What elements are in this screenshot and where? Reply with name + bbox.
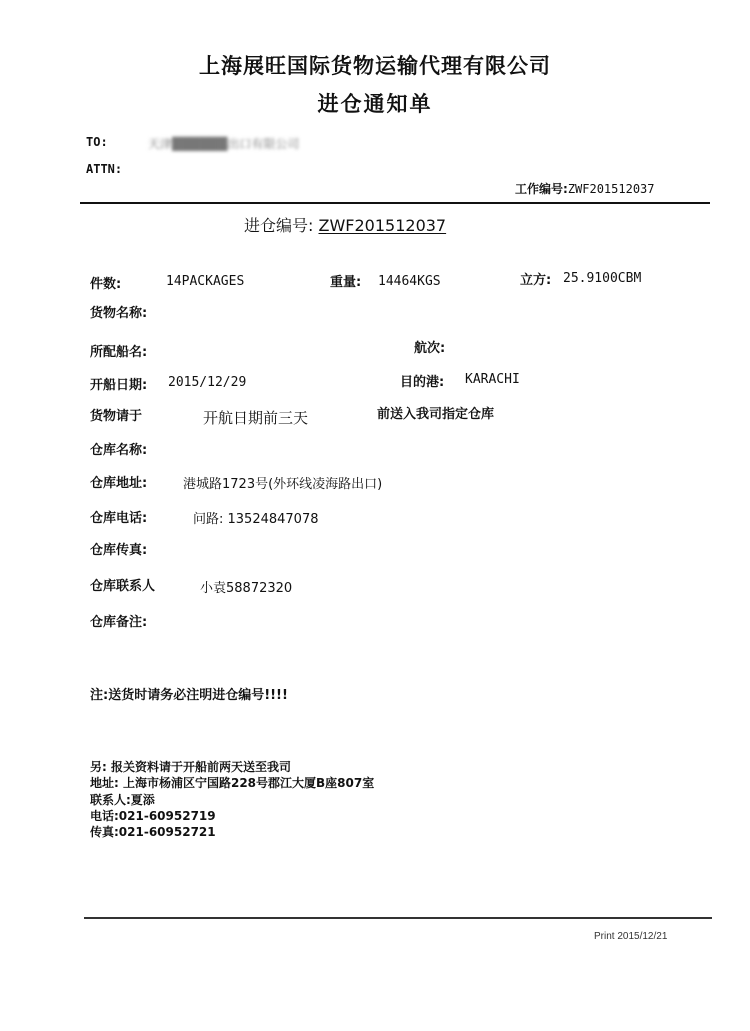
to-label: TO: (86, 135, 108, 149)
warehouse-phone-value: 问路: 13524847078 (193, 512, 319, 527)
footer-customs-docs: 另: 报关资料请于开船前两天送至我司 (90, 760, 291, 774)
footer-address: 地址: 上海市杨浦区宁国路228号郡江大厦B座807室 (90, 776, 375, 790)
etd-label: 开船日期: (90, 378, 148, 393)
pod-value: KARACHI (465, 372, 520, 387)
header-divider (80, 202, 710, 204)
document-title: 进仓通知单 (317, 92, 433, 116)
warehouse-contact-label: 仓库联系人 (90, 579, 156, 594)
weight-value: 14464KGS (378, 274, 441, 289)
warehouse-number-label: 进仓编号: (244, 216, 314, 235)
job-number-label: 工作编号: (515, 182, 568, 196)
volume-label: 立方: (520, 273, 552, 288)
warehouse-number (244, 213, 446, 236)
footer-divider (84, 917, 712, 919)
company-name: 上海展旺国际货物运输代理有限公司 (199, 54, 551, 78)
etd-value: 2015/12/29 (168, 375, 247, 390)
vessel-label: 所配船名: (90, 345, 148, 360)
goods-name-label: 货物名称: (90, 306, 148, 321)
footer-phone: 电话:021-60952719 (90, 809, 216, 823)
job-number (515, 180, 655, 197)
job-number-value: ZWF201512037 (567, 182, 655, 196)
delivery-note: 注:送货时请务必注明进仓编号!!!! (90, 688, 288, 703)
warehouse-number-value: ZWF201512037 (318, 216, 447, 235)
footer-fax: 传真:021-60952721 (90, 825, 216, 839)
to-value: 天津██████出口有限公司 (148, 137, 300, 151)
pod-label: 目的港: (400, 375, 445, 390)
voyage-label: 航次: (414, 341, 446, 356)
warehouse-contact-value: 小袁58872320 (200, 581, 293, 596)
warehouse-fax-label: 仓库传真: (90, 543, 148, 558)
warehouse-phone-label: 仓库电话: (90, 511, 148, 526)
weight-label: 重量: (330, 275, 362, 290)
pieces-label: 件数: (90, 277, 122, 292)
delivery-request-value: 开航日期前三天 (203, 409, 309, 427)
delivery-request-label: 货物请于 (90, 409, 143, 424)
warehouse-address-label: 仓库地址: (90, 476, 148, 491)
volume-value: 25.9100CBM (563, 271, 642, 286)
warehouse-address-value: 港城路1723号(外环线凌海路出口) (183, 477, 383, 492)
warehouse-remarks-label: 仓库备注: (90, 615, 148, 630)
delivery-request-suffix: 前送入我司指定仓库 (377, 407, 495, 422)
footer-contact: 联系人:夏添 (90, 793, 155, 807)
attn-label: ATTN: (86, 162, 123, 176)
warehouse-name-label: 仓库名称: (90, 443, 148, 458)
pieces-value: 14PACKAGES (166, 274, 245, 289)
print-stamp: Print 2015/12/21 (594, 931, 668, 942)
